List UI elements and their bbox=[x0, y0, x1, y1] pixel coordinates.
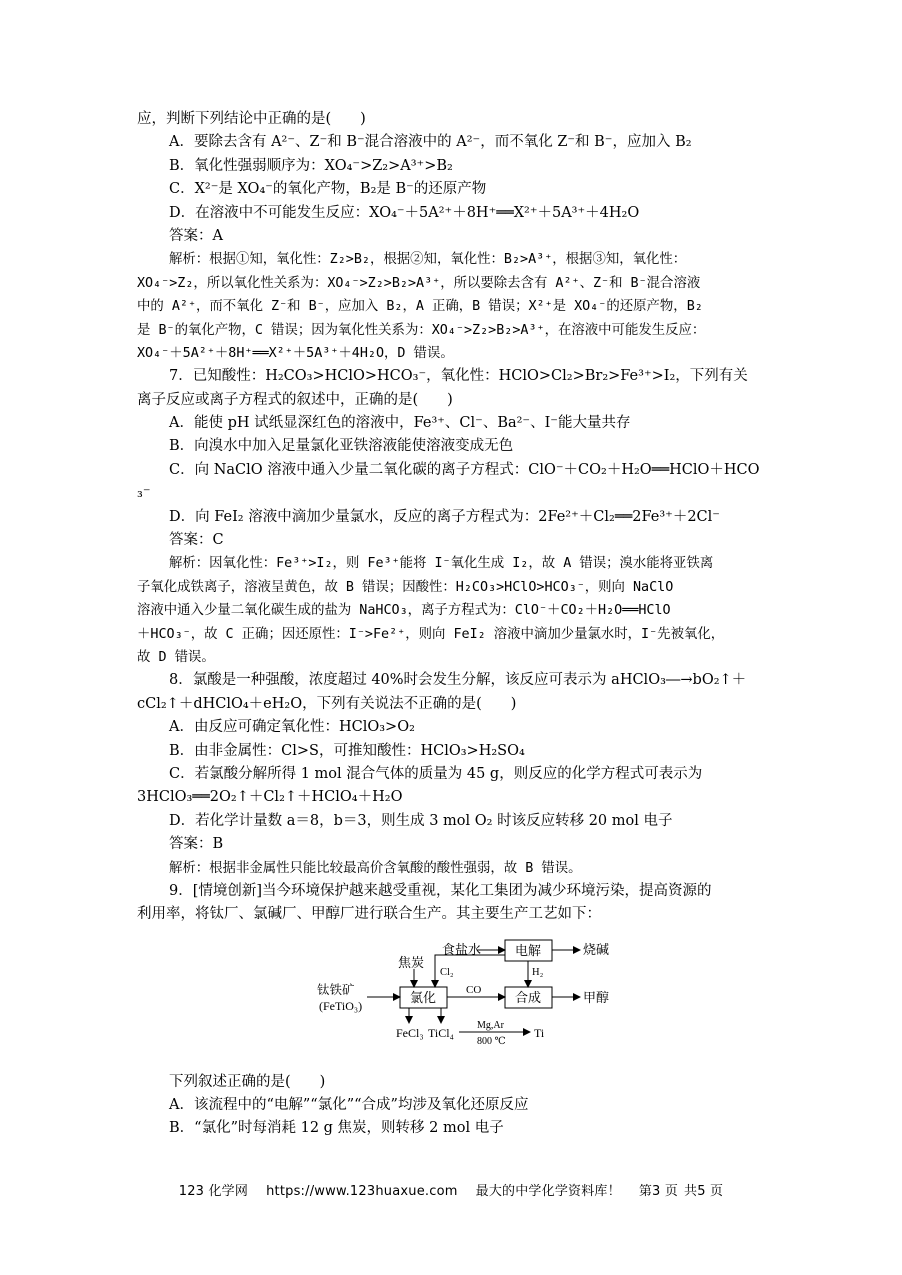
footer-total-pages: 共5 页 bbox=[684, 1184, 724, 1199]
question-9-choices bbox=[137, 1071, 787, 1141]
footer-page-number: 第3 页 bbox=[638, 1184, 679, 1199]
label-fecl3: FeCl₃ bbox=[396, 1025, 424, 1040]
lines-line: 应，判断下列结论中正确的是( ) bbox=[137, 111, 366, 127]
lines-line: D．向 FeI₂ 溶液中滴加少量氯水，反应的离子方程式为：2Fe²⁺＋Cl₂══2Fe³⁺＋2Cl⁻ bbox=[169, 508, 720, 525]
lines-line: C．X²⁻是 XO₄⁻的氧化产物，B₂是 B⁻的还原产物 bbox=[169, 181, 487, 198]
lines-line: D．若化学计量数 a＝8，b＝3，则生成 3 mol O₂ 时该反应转移 20 mol 电子 bbox=[169, 812, 673, 829]
lines-line: cCl₂↑＋dHClO₄＋eH₂O，下列有关说法不正确的是( ) bbox=[137, 695, 517, 712]
lines-line: C．向 NaClO 溶液中通入少量二氧化碳的离子方程式：ClO⁻＋CO₂＋H₂O══HClO＋HCO bbox=[169, 461, 760, 478]
lines-line: 溶液中通入少量二氧化碳生成的盐为 NaHCO₃，离子方程式为：ClO⁻＋CO₂＋H₂O══HClO bbox=[137, 603, 671, 619]
label-fetio3: (FeTiO₃) bbox=[319, 998, 363, 1013]
lines-line: ₃⁻ bbox=[137, 485, 151, 502]
label-electrolysis: 电解 bbox=[514, 942, 542, 958]
lines-line: 8．氯酸是一种强酸，浓度超过 40%时会发生分解，该反应可表示为 aHClO₃―→bO₂↑＋ bbox=[169, 672, 747, 689]
label-mg-ar: Mg,Ar bbox=[477, 1019, 504, 1031]
lines-line: A．能使 pH 试纸显深红色的溶液中，Fe³⁺、Cl⁻、Ba²⁻、I⁻能大量共存 bbox=[169, 415, 631, 432]
lines-line: XO₄⁻＋5A²⁺＋8H⁺══X²⁺＋5A³⁺＋4H₂O，D 错误。 bbox=[137, 345, 454, 361]
lines-line: 故 D 错误。 bbox=[137, 649, 215, 665]
lines-line: 中的 A²⁺，而不氧化 Z⁻和 B⁻，应加入 B₂，A 正确，B 错误；X²⁺是 XO₄⁻的还原产物，B₂ bbox=[137, 299, 703, 315]
label-synthesis: 合成 bbox=[514, 989, 542, 1005]
label-ti: Ti bbox=[534, 1025, 545, 1040]
footer-site: 123 化学网 bbox=[178, 1184, 249, 1199]
lines-line: A．要除去含有 A²⁻、Z⁻和 B⁻混合溶液中的 A²⁻，而不氧化 Z⁻和 B⁻，应加入 B₂ bbox=[169, 134, 692, 151]
after_lines-line: A．该流程中的“电解”“氯化”“合成”均涉及氧化还原反应 bbox=[169, 1097, 529, 1114]
question-text-block bbox=[137, 108, 787, 927]
lines-line: 子氧化成铁离子，溶液呈黄色，故 B 错误；因酸性：H₂CO₃>HClO>HCO₃⁻，则向 NaClO bbox=[137, 579, 674, 595]
label-chlorination: 氯化 bbox=[409, 989, 437, 1005]
label-ticl4: TiCl₄ bbox=[428, 1025, 454, 1040]
label-temperature: 800 ℃ bbox=[477, 1035, 506, 1047]
lines-line: 7．已知酸性：H₂CO₃>HClO>HCO₃⁻，氧化性：HClO>Cl₂>Br₂>Fe³⁺>I₂，下列有关 bbox=[169, 368, 748, 385]
label-coke: 焦炭 bbox=[398, 954, 425, 970]
lines-line: 答案：B bbox=[169, 836, 224, 853]
after_lines-line: B．“氯化”时每消耗 12 g 焦炭，则转移 2 mol 电子 bbox=[169, 1120, 504, 1137]
lines-line: XO₄⁻>Z₂，所以氧化性关系为：XO₄⁻>Z₂>B₂>A³⁺，所以要除去含有 A²⁺、Z⁻和 B⁻混合溶液 bbox=[137, 275, 701, 291]
after_lines-line: 下列叙述正确的是( ) bbox=[169, 1073, 326, 1090]
lines-line: B．由非金属性：Cl>S，可推知酸性：HClO₃>H₂SO₄ bbox=[169, 742, 525, 759]
lines-line: 9．[情境创新]当今环境保护越来越受重视，某化工集团为减少环境污染，提高资源的 bbox=[169, 882, 712, 899]
lines-line: B．氧化性强弱顺序为：XO₄⁻>Z₂>A³⁺>B₂ bbox=[169, 157, 453, 174]
label-methanol: 甲醇 bbox=[583, 989, 610, 1005]
label-cl2: Cl₂ bbox=[440, 966, 454, 978]
label-co: CO bbox=[466, 983, 482, 996]
lines-line: 利用率，将钛厂、氯碱厂、甲醇厂进行联合生产。其主要生产工艺如下： bbox=[137, 906, 601, 923]
page-footer bbox=[0, 1180, 902, 1199]
lines-line: 解析：根据非金属性只能比较最高价含氧酸的酸性强弱，故 B 错误。 bbox=[169, 860, 582, 876]
flow-diagram-svg bbox=[137, 931, 787, 1081]
lines-line: 3HClO₃══2O₂↑＋Cl₂↑＋HClO₄＋H₂O bbox=[137, 789, 403, 806]
process-flow-diagram bbox=[137, 931, 787, 1081]
footer-slogan: 最大的中学化学资料库！ bbox=[475, 1184, 621, 1199]
lines-line: ＋HCO₃⁻，故 C 正确；因还原性：I⁻>Fe²⁺，则向 FeI₂ 溶液中滴加少量氯水时，I⁻先被氧化， bbox=[137, 626, 725, 642]
page-content bbox=[137, 108, 787, 1141]
lines-line: 是 B⁻的氧化产物，C 错误；因为氧化性关系为：XO₄⁻>Z₂>B₂>A³⁺，在溶液中可能发生反应： bbox=[137, 322, 706, 338]
lines-line: 解析：根据①知，氧化性：Z₂>B₂，根据②知，氧化性：B₂>A³⁺，根据③知，氧化性： bbox=[169, 252, 687, 268]
lines-line: B．向溴水中加入足量氯化亚铁溶液能使溶液变成无色 bbox=[169, 438, 514, 455]
label-saltwater: 食盐水 bbox=[442, 941, 482, 957]
label-ilmenite: 钛铁矿 bbox=[317, 982, 355, 997]
label-caustic-soda: 烧碱 bbox=[583, 941, 610, 957]
lines-line: 答案：C bbox=[169, 532, 224, 549]
label-h2: H₂ bbox=[532, 966, 544, 978]
lines-line: 答案：A bbox=[169, 227, 223, 244]
lines-line: 离子反应或离子方程式的叙述中，正确的是( ) bbox=[137, 391, 453, 408]
lines-line: A．由反应可确定氧化性：HClO₃>O₂ bbox=[169, 719, 415, 736]
lines-line: D．在溶液中不可能发生反应：XO₄⁻＋5A²⁺＋8H⁺══X²⁺＋5A³⁺＋4H₂O bbox=[169, 204, 640, 221]
lines-line: C．若氯酸分解所得 1 mol 混合气体的质量为 45 g，则反应的化学方程式可表示为 bbox=[169, 765, 703, 782]
footer-url[interactable]: https://www.123huaxue.com bbox=[266, 1184, 458, 1199]
lines-line: 解析：因氧化性：Fe³⁺>I₂，则 Fe³⁺能将 I⁻氧化生成 I₂，故 A 错误；溴水能将亚铁离 bbox=[169, 556, 714, 572]
